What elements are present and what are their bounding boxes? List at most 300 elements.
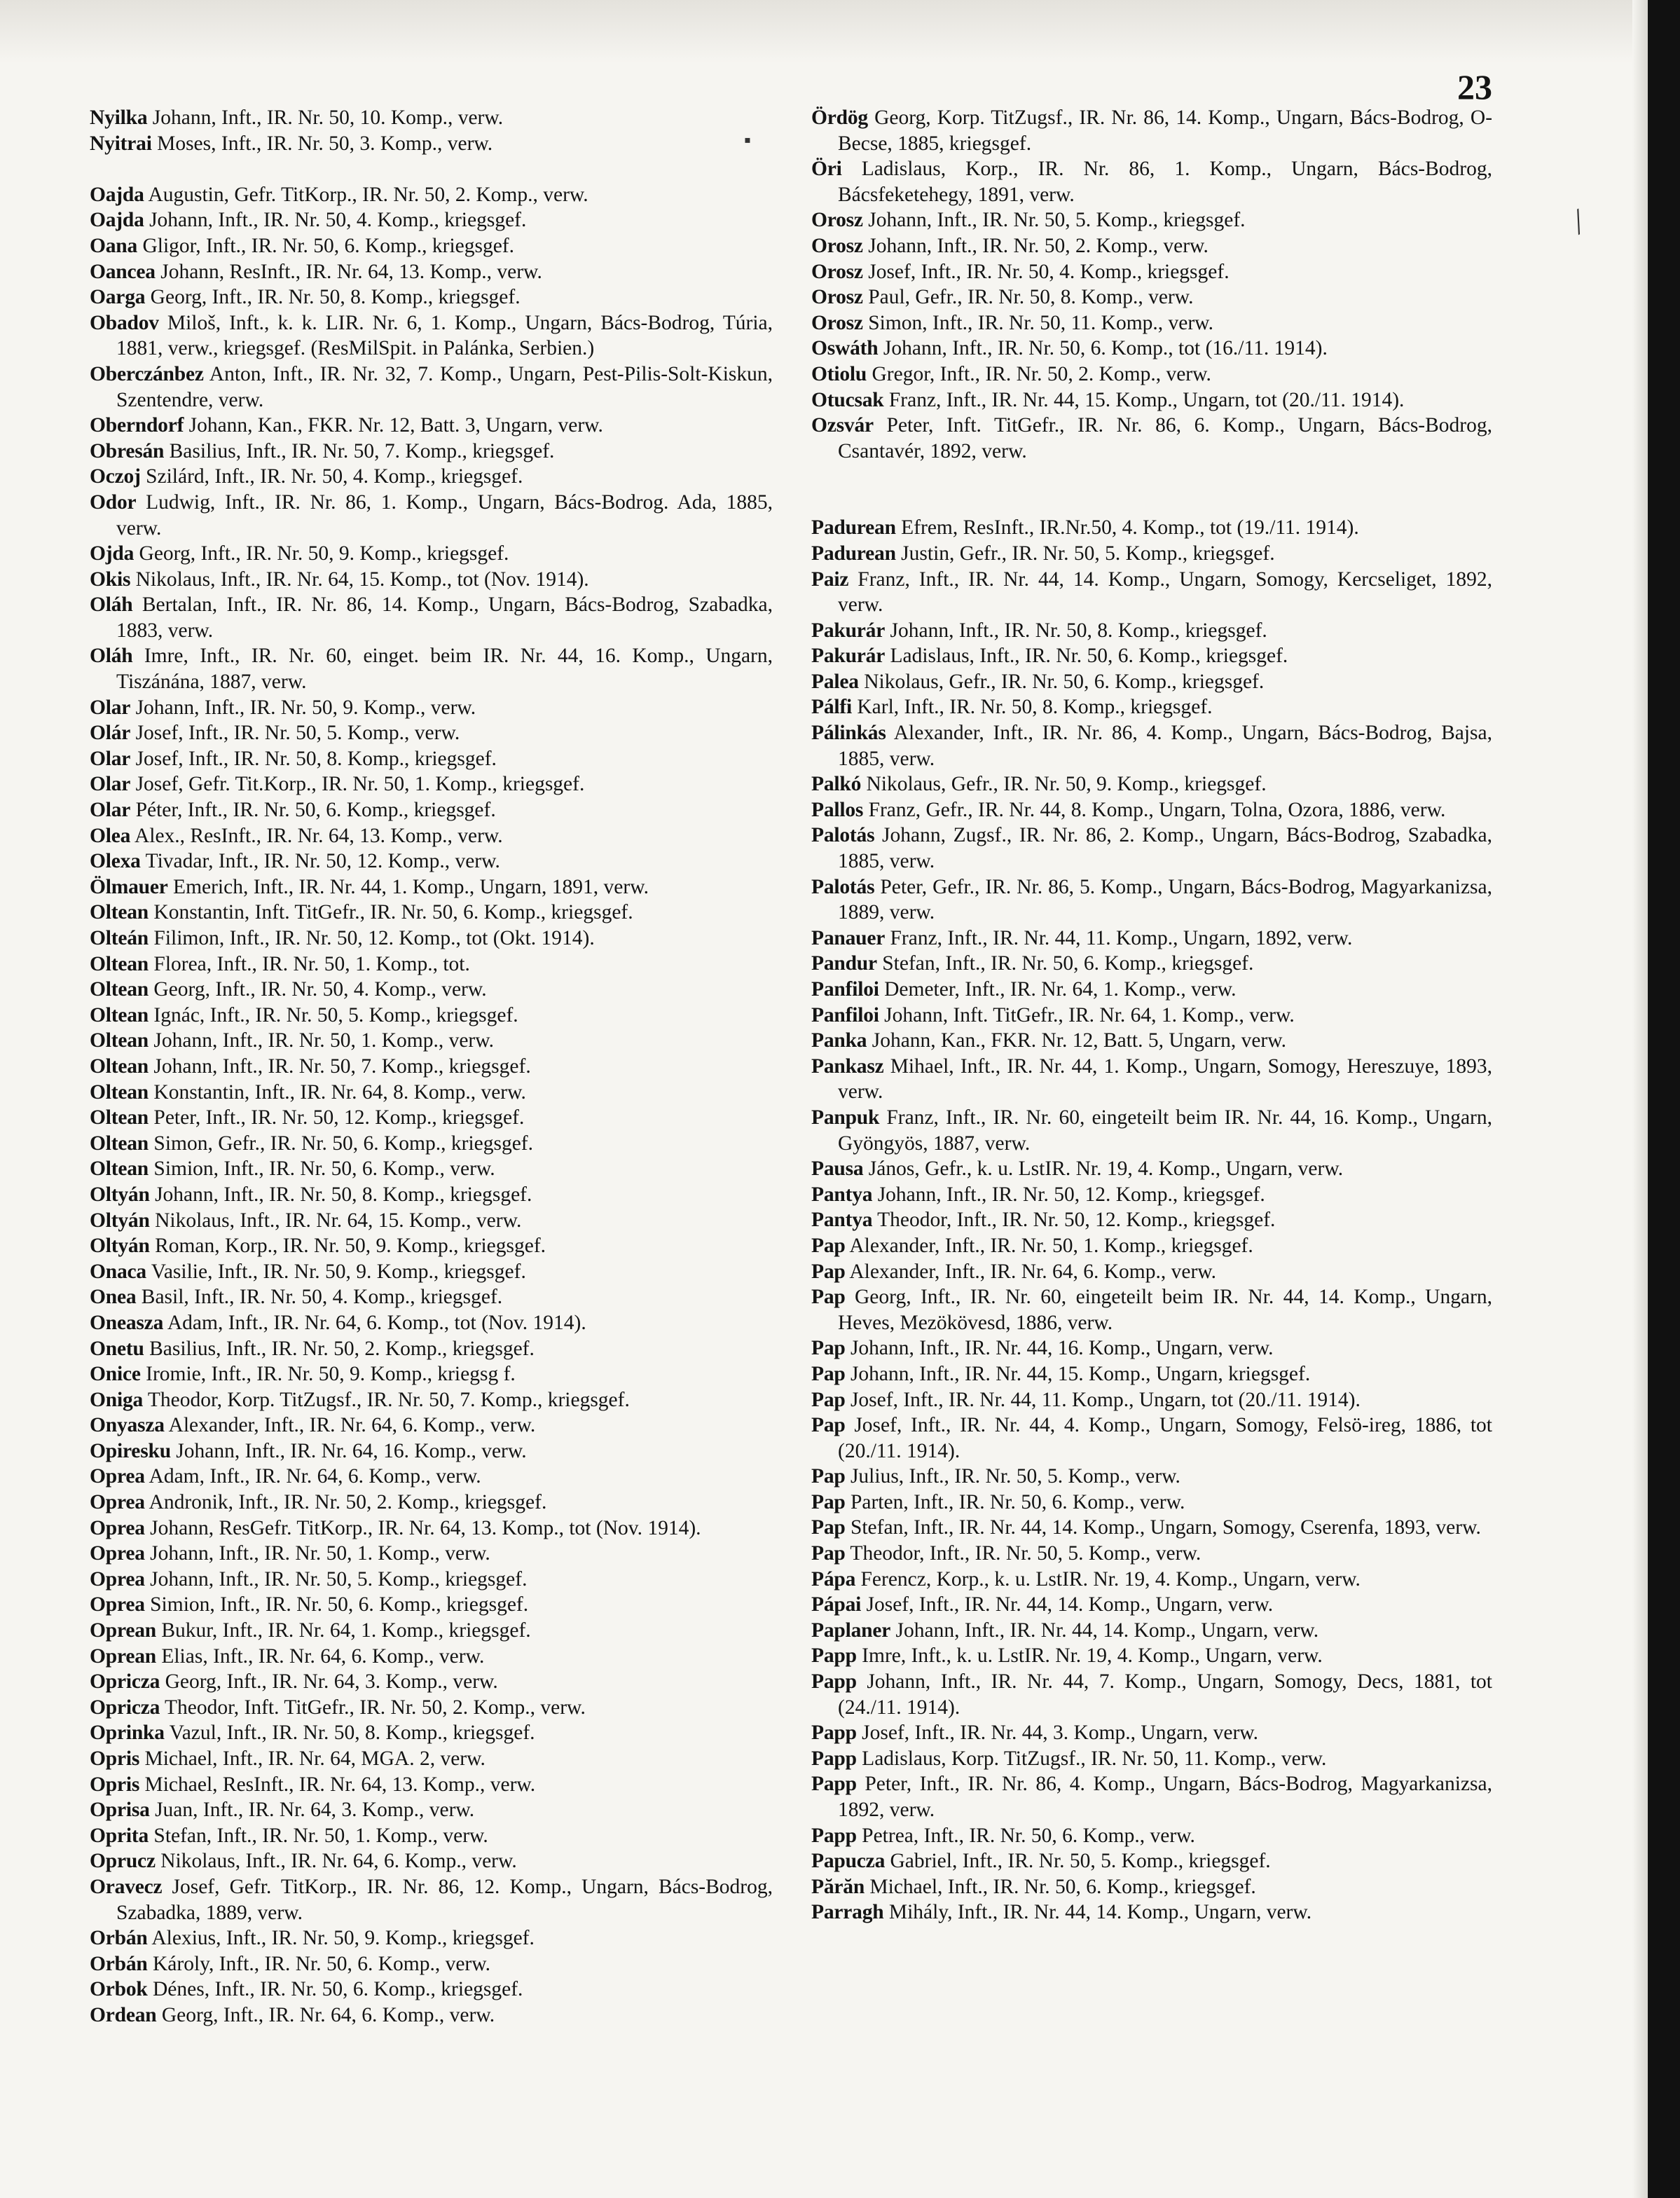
scan-stroke: ╱ [1568, 210, 1590, 235]
register-entry [811, 1413, 1492, 1464]
entry-details: Johann, Inft., IR. Nr. 50, 7. Komp., kriegsgef. [153, 1055, 531, 1078]
register-entry [90, 1874, 773, 1925]
entry-details: Johann, Inft. TitGefr., IR. Nr. 64, 1. Komp., verw. [884, 1003, 1295, 1026]
register-entry [90, 823, 773, 849]
entry-details: Peter, Gefr., IR. Nr. 86, 5. Komp., Ungarn, Bács-Bodrog, Magyarkanizsa, 1889, verw. [838, 875, 1493, 924]
entry-surname: Palea [811, 670, 859, 693]
entry-details: Basilius, Inft., IR. Nr. 50, 7. Komp., kriegsgef. [169, 439, 555, 462]
register-entry [811, 1746, 1492, 1772]
entry-details: Gabriel, Inft., IR. Nr. 50, 5. Komp., kriegsgef. [890, 1850, 1271, 1873]
entry-surname: Orosz [811, 286, 863, 309]
register-entry [90, 1720, 773, 1746]
register-entry [811, 1387, 1492, 1413]
entry-details: Josef, Gefr. TitKorp., IR. Nr. 86, 12. Komp., Ungarn, Bács-Bodrog, Szabadka, 1889, verw. [116, 1875, 773, 1924]
entry-surname: Opricza [90, 1670, 160, 1694]
entry-details: Johann, Zugsf., IR. Nr. 86, 2. Komp., Ungarn, Bács-Bodrog, Szabadka, 1885, verw. [838, 824, 1492, 873]
entry-surname: Pap [811, 1516, 846, 1539]
entry-details: Adam, Inft., IR. Nr. 64, 6. Komp., verw. [149, 1465, 481, 1488]
entry-surname: Oláh [90, 645, 133, 668]
entry-details: Georg, Inft., IR. Nr. 50, 8. Komp., kriegsgef. [150, 286, 521, 309]
register-entry [90, 2003, 773, 2028]
register-entry [811, 1028, 1492, 1054]
register-entry [90, 310, 773, 362]
entry-surname: Opricza [90, 1696, 160, 1719]
register-entry [811, 567, 1492, 618]
entry-surname: Papucza [811, 1850, 886, 1873]
entry-details: Juan, Inft., IR. Nr. 64, 3. Komp., verw. [155, 1799, 475, 1822]
entry-surname: Oltean [90, 1158, 149, 1181]
register-entry [811, 207, 1492, 233]
entry-surname: Oprea [90, 1491, 145, 1514]
register-entry [90, 1310, 773, 1336]
entry-surname: Pantya [811, 1209, 873, 1232]
register-entry [90, 1695, 773, 1721]
entry-details: Johann, Inft., IR. Nr. 50, 4. Komp., kriegsgef. [149, 209, 527, 232]
register-entry [811, 1207, 1492, 1233]
entry-surname: Padurean [811, 516, 896, 540]
entry-surname: Onea [90, 1286, 137, 1309]
entry-surname: Obadov [90, 311, 159, 334]
entry-surname: Pap [811, 1260, 846, 1283]
entry-surname: Pap [811, 1490, 846, 1513]
register-entry [90, 1131, 773, 1157]
entry-surname: Orbán [90, 1952, 148, 1975]
section-gap [90, 156, 773, 182]
entry-surname: Oltean [90, 1003, 149, 1026]
register-entry [811, 1643, 1492, 1669]
register-entry [811, 1771, 1492, 1822]
entry-details: Elias, Inft., IR. Nr. 64, 6. Komp., verw. [161, 1644, 485, 1668]
entry-surname: Olar [90, 747, 131, 770]
entry-surname: Oltyán [90, 1235, 150, 1258]
entry-surname: Pantya [811, 1183, 873, 1206]
entry-surname: Orbán [90, 1927, 148, 1950]
entry-surname: Papp [811, 1824, 857, 1847]
entry-surname: Pápai [811, 1593, 862, 1616]
register-entry [90, 1361, 773, 1387]
entry-surname: Oana [90, 234, 138, 257]
entry-surname: Opris [90, 1773, 140, 1796]
entry-details: Michael, ResInft., IR. Nr. 64, 13. Komp., verw. [144, 1773, 536, 1796]
entry-surname: Oajda [90, 209, 144, 232]
register-entry [90, 1208, 773, 1234]
entry-details: Iromie, Inft., IR. Nr. 50, 9. Komp., kriegsg f. [146, 1363, 516, 1386]
entry-surname: Odor [90, 490, 137, 514]
register-entry [90, 1156, 773, 1182]
entry-surname: Papp [811, 1670, 857, 1694]
register-entry [90, 1823, 773, 1849]
entry-surname: Parragh [811, 1901, 884, 1924]
entry-details: Johann, Inft., IR. Nr. 50, 10. Komp., verw. [152, 107, 504, 129]
entry-surname: Paiz [811, 568, 849, 591]
entry-surname: Pap [811, 1388, 846, 1411]
entry-surname: Nyilka [90, 107, 148, 129]
entry-details: Anton, Inft., IR. Nr. 32, 7. Komp., Ungarn, Pest-Pilis-Solt-Kiskun, Szentendre, verw. [116, 362, 773, 411]
register-entry [811, 1848, 1492, 1874]
register-entry [811, 771, 1492, 797]
entry-details: Parten, Inft., IR. Nr. 50, 6. Komp., verw. [850, 1490, 1185, 1513]
register-entry [90, 1848, 773, 1874]
register-entry [90, 131, 773, 157]
entry-details: Moses, Inft., IR. Nr. 50, 3. Komp., verw. [157, 132, 493, 155]
entry-details: Johann, Inft., IR. Nr. 50, 9. Komp., verw. [135, 696, 476, 719]
entry-surname: Papp [811, 1644, 857, 1668]
scan-speck: ▪ [744, 130, 751, 151]
entry-details: Peter, Inft. TitGefr., IR. Nr. 86, 6. Komp., Ungarn, Bács-Bodrog, Csantavér, 1892, verw. [838, 414, 1492, 462]
entry-surname: Panka [811, 1029, 867, 1052]
entry-surname: Oprucz [90, 1850, 156, 1873]
register-entry [811, 336, 1492, 362]
entry-surname: Oprinka [90, 1722, 165, 1745]
register-entry [811, 1567, 1492, 1593]
register-entry [811, 310, 1492, 336]
register-entry [90, 746, 773, 772]
entry-surname: Palotás [811, 824, 875, 847]
entry-surname: Öri [811, 158, 842, 181]
entry-details: Johann, Inft., IR. Nr. 50, 2. Komp., verw. [868, 234, 1209, 257]
register-entry [90, 1977, 773, 2003]
entry-details: Ladislaus, Korp. TitZugsf., IR. Nr. 50, 11. Komp., verw. [862, 1747, 1327, 1770]
entry-details: Karl, Inft., IR. Nr. 50, 8. Komp., kriegsgef. [857, 696, 1213, 719]
register-entry [90, 541, 773, 567]
register-entry [811, 1874, 1492, 1900]
entry-surname: Orosz [811, 260, 863, 283]
register-entry [811, 1592, 1492, 1618]
entry-details: Adam, Inft., IR. Nr. 64, 6. Komp., tot (Nov. 1914). [167, 1311, 586, 1334]
left-column [90, 105, 773, 2028]
entry-surname: Oltean [90, 901, 149, 924]
entry-details: Nikolaus, Inft., IR. Nr. 64, 6. Komp., verw. [160, 1850, 517, 1873]
register-entry [90, 874, 773, 900]
entry-surname: Pap [811, 1414, 846, 1437]
register-entry [811, 1515, 1492, 1541]
entry-surname: Orosz [811, 311, 863, 334]
entry-details: Georg, Korp. TitZugsf., IR. Nr. 86, 14. Komp., Ungarn, Bács-Bodrog, O-Becse, 1885, kriegsgef. [838, 107, 1493, 155]
entry-details: Johann, Inft., IR. Nr. 50, 8. Komp., kriegsgef. [890, 619, 1267, 642]
register-entry [90, 1080, 773, 1106]
entry-details: Ladislaus, Inft., IR. Nr. 50, 6. Komp., kriegsgef. [890, 645, 1288, 668]
register-entry [811, 1003, 1492, 1029]
entry-surname: Pap [811, 1362, 846, 1385]
entry-details: Georg, Inft., IR. Nr. 64, 6. Komp., verw. [161, 2003, 495, 2026]
register-entry [90, 1028, 773, 1054]
entry-details: Konstantin, Inft. TitGefr., IR. Nr. 50, 6. Komp., kriegsgef. [153, 901, 633, 924]
register-entry [811, 977, 1492, 1003]
entry-details: Josef, Inft., IR. Nr. 50, 8. Komp., kriegsgef. [135, 747, 497, 770]
entry-surname: Oprea [90, 1567, 145, 1591]
entry-details: Josef, Inft., IR. Nr. 50, 4. Komp., kriegsgef. [868, 260, 1230, 283]
entry-surname: Oczoj [90, 465, 141, 488]
entry-surname: Opris [90, 1747, 140, 1770]
register-entry [90, 592, 773, 643]
entry-surname: Oltean [90, 1029, 149, 1052]
register-entry [811, 1054, 1492, 1105]
register-entry [811, 1182, 1492, 1208]
register-entry [811, 233, 1492, 259]
register-entry [811, 694, 1492, 720]
register-entry [90, 1644, 773, 1670]
entry-details: Demeter, Inft., IR. Nr. 64, 1. Komp., verw. [884, 978, 1237, 1001]
entry-details: Johann, Inft., IR. Nr. 44, 14. Komp., Ungarn, verw. [895, 1619, 1319, 1642]
register-entry [811, 515, 1492, 541]
register-entry [811, 1464, 1492, 1490]
scan-black-border [1648, 0, 1680, 2198]
register-entry [811, 1669, 1492, 1720]
entry-surname: Oltean [90, 1106, 149, 1129]
register-entry [90, 1618, 773, 1644]
entry-surname: Pap [811, 1286, 846, 1309]
register-entry [90, 1490, 773, 1516]
entry-details: Augustin, Gefr. TitKorp., IR. Nr. 50, 2. Komp., verw. [148, 183, 588, 206]
entry-details: Johann, ResGefr. TitKorp., IR. Nr. 64, 13. Komp., tot (Nov. 1914). [150, 1516, 701, 1539]
entry-surname: Ozsvár [811, 414, 874, 437]
entry-surname: Olexa [90, 850, 141, 873]
entry-surname: Papp [811, 1747, 857, 1770]
entry-details: Justin, Gefr., IR. Nr. 50, 5. Komp., kriegsgef. [901, 542, 1275, 565]
entry-details: Georg, Inft., IR. Nr. 50, 4. Komp., verw. [153, 978, 487, 1001]
register-entry [811, 362, 1492, 387]
entry-details: Johann, Inft., IR. Nr. 50, 8. Komp., kriegsgef. [155, 1183, 532, 1206]
scan-binding-shadow [1632, 0, 1648, 2198]
entry-surname: Oancea [90, 260, 156, 283]
entry-surname: Pálfi [811, 696, 852, 719]
entry-surname: Oprita [90, 1824, 149, 1847]
entry-surname: Pakurár [811, 619, 886, 642]
entry-details: János, Gefr., k. u. LstIR. Nr. 19, 4. Komp., Ungarn, verw. [868, 1158, 1344, 1181]
entry-details: Alexander, Inft., IR. Nr. 86, 4. Komp., Ungarn, Bács-Bodrog, Bajsa, 1885, verw. [838, 722, 1493, 770]
register-entry [811, 105, 1492, 156]
register-entry [90, 105, 773, 131]
entry-surname: Palkó [811, 773, 862, 796]
entry-surname: Nyitrai [90, 132, 152, 155]
register-entry [90, 1387, 773, 1413]
entry-details: Johann, Inft., IR. Nr. 44, 15. Komp., Ungarn, kriegsgef. [850, 1362, 1311, 1385]
entry-surname: Oberndorf [90, 414, 184, 437]
entry-details: Gligor, Inft., IR. Nr. 50, 6. Komp., kriegsgef. [142, 234, 515, 257]
entry-details: Theodor, Korp. TitZugsf., IR. Nr. 50, 7. Komp., kriegsgef. [147, 1388, 630, 1411]
entry-details: Michael, Inft., IR. Nr. 64, MGA. 2, verw. [144, 1747, 486, 1770]
register-entry [811, 284, 1492, 310]
register-entry [811, 643, 1492, 669]
register-entry [811, 797, 1492, 823]
register-entry [811, 669, 1492, 695]
entry-details: Andronik, Inft., IR. Nr. 50, 2. Komp., kriegsgef. [149, 1491, 547, 1514]
entry-details: Johann, Inft., IR. Nr. 50, 1. Komp., verw. [150, 1542, 490, 1565]
entry-details: Johann, Inft., IR. Nr. 50, 5. Komp., kriegsgef. [150, 1567, 528, 1591]
entry-details: Michael, Inft., IR. Nr. 50, 6. Komp., kriegsgef. [869, 1875, 1256, 1898]
entry-details: Emerich, Inft., IR. Nr. 44, 1. Komp., Ungarn, 1891, verw. [173, 875, 649, 898]
register-entry [811, 259, 1492, 285]
entry-details: Theodor, Inft., IR. Nr. 50, 12. Komp., kriegsgef. [877, 1209, 1276, 1232]
entry-surname: Oajda [90, 183, 144, 206]
entry-surname: Oprea [90, 1593, 145, 1616]
entry-surname: Panpuk [811, 1106, 880, 1129]
section-gap [811, 464, 1492, 515]
register-entry [90, 490, 773, 541]
register-entry [90, 1233, 773, 1259]
register-entry [90, 926, 773, 952]
right-column [811, 105, 1492, 1925]
entry-details: Peter, Inft., IR. Nr. 50, 12. Komp., kriegsgef. [153, 1106, 525, 1129]
register-entry [90, 1105, 773, 1131]
entry-details: Nikolaus, Inft., IR. Nr. 64, 15. Komp., verw. [155, 1209, 522, 1232]
entry-surname: Olar [90, 799, 131, 822]
entry-surname: Oneasza [90, 1311, 164, 1334]
entry-details: Paul, Gefr., IR. Nr. 50, 8. Komp., verw. [868, 286, 1194, 309]
register-entry [811, 1541, 1492, 1567]
entry-surname: Oprea [90, 1542, 145, 1565]
register-entry [811, 1335, 1492, 1361]
entry-surname: Oprean [90, 1644, 156, 1668]
entry-surname: Panfiloi [811, 978, 879, 1001]
register-entry [811, 1105, 1492, 1156]
entry-surname: Orbok [90, 1978, 148, 2001]
register-entry [811, 1284, 1492, 1335]
entry-details: Basil, Inft., IR. Nr. 50, 4. Komp., kriegsgef. [141, 1286, 503, 1309]
entry-details: Josef, Inft., IR. Nr. 50, 5. Komp., verw. [135, 722, 460, 745]
register-entry [90, 1797, 773, 1823]
register-entry [811, 387, 1492, 413]
entry-surname: Otucsak [811, 388, 884, 411]
entry-details: Johann, Inft., IR. Nr. 50, 6. Komp., tot (16./11. 1914). [883, 337, 1328, 360]
entry-surname: Ölmauer [90, 875, 168, 898]
register-entry [811, 541, 1492, 567]
entry-details: Johann, Kan., FKR. Nr. 12, Batt. 5, Ungarn, verw. [872, 1029, 1287, 1052]
entry-surname: Oltean [90, 1080, 149, 1104]
entry-details: Alex., ResInft., IR. Nr. 64, 13. Komp., verw. [134, 824, 503, 847]
entry-details: Georg, Inft., IR. Nr. 50, 9. Komp., kriegsgef. [139, 542, 509, 565]
entry-details: Roman, Korp., IR. Nr. 50, 9. Komp., kriegsgef. [155, 1235, 546, 1258]
entry-surname: Opiresku [90, 1439, 171, 1462]
register-entry [90, 1336, 773, 1362]
scan-top-edge [0, 0, 1648, 63]
entry-details: Stefan, Inft., IR. Nr. 44, 14. Komp., Ungarn, Somogy, Cserenfa, 1893, verw. [850, 1516, 1481, 1539]
register-entry [90, 1951, 773, 1977]
entry-surname: Pallos [811, 798, 864, 821]
register-entry [811, 720, 1492, 771]
entry-details: Mihael, Inft., IR. Nr. 44, 1. Komp., Ungarn, Somogy, Hereszuye, 1893, verw. [838, 1055, 1492, 1104]
register-entry [811, 1618, 1492, 1644]
entry-details: Franz, Gefr., IR. Nr. 44, 8. Komp., Ungarn, Tolna, Ozora, 1886, verw. [868, 798, 1446, 821]
entry-details: Konstantin, Inft., IR. Nr. 64, 8. Komp., verw. [153, 1080, 526, 1104]
entry-surname: Onetu [90, 1337, 144, 1360]
entry-details: Josef, Inft., IR. Nr. 44, 3. Komp., Ungarn, verw. [862, 1722, 1259, 1745]
entry-surname: Paplaner [811, 1619, 891, 1642]
entry-details: Josef, Gefr. Tit.Korp., IR. Nr. 50, 1. Komp., kriegsgef. [135, 773, 585, 796]
entry-details: Georg, Inft., IR. Nr. 60, eingeteilt beim IR. Nr. 44, 14. Komp., Ungarn, Heves, Mezökövesd, 1886, verw. [838, 1286, 1493, 1334]
entry-surname: Oprea [90, 1516, 145, 1539]
register-entry [90, 439, 773, 465]
entry-surname: Pandur [811, 952, 877, 975]
entry-surname: Pálinkás [811, 722, 886, 745]
entry-details: Johann, Inft., IR. Nr. 50, 12. Komp., kriegsgef. [877, 1183, 1265, 1206]
entry-surname: Olar [90, 773, 131, 796]
register-entry [90, 643, 773, 694]
entry-surname: Oltyán [90, 1183, 150, 1206]
register-entry [90, 1925, 773, 1951]
register-entry [90, 695, 773, 721]
entry-surname: Okis [90, 568, 131, 591]
register-entry [90, 1182, 773, 1208]
register-entry [811, 1233, 1492, 1259]
entry-surname: Papp [811, 1722, 857, 1745]
entry-surname: Pausa [811, 1158, 864, 1181]
entry-details: Josef, Inft., IR. Nr. 44, 4. Komp., Ungarn, Somogy, Felsö-ireg, 1886, tot (20./11. 1914). [838, 1414, 1493, 1462]
entry-surname: Pap [811, 1542, 846, 1565]
entry-surname: Obresán [90, 439, 165, 462]
entry-details: Dénes, Inft., IR. Nr. 50, 6. Komp., kriegsgef. [152, 1978, 523, 2001]
entry-details: Alexius, Inft., IR. Nr. 50, 9. Komp., kriegsgef. [151, 1927, 535, 1950]
entry-surname: Oniga [90, 1388, 144, 1411]
entry-details: Petrea, Inft., IR. Nr. 50, 6. Komp., verw. [862, 1824, 1195, 1847]
entry-details: Mihály, Inft., IR. Nr. 44, 14. Komp., Ungarn, verw. [888, 1901, 1312, 1924]
entry-surname: Oltean [90, 1132, 149, 1155]
register-entry [811, 1156, 1492, 1182]
entry-surname: Pap [811, 1234, 846, 1257]
entry-details: Josef, Inft., IR. Nr. 44, 14. Komp., Ungarn, verw. [866, 1593, 1274, 1616]
entry-surname: Oláh [90, 593, 133, 617]
entry-details: Ludwig, Inft., IR. Nr. 86, 1. Komp., Ungarn, Bács-Bodrog. Ada, 1885, verw. [116, 490, 773, 540]
entry-details: Julius, Inft., IR. Nr. 50, 5. Komp., verw. [850, 1465, 1180, 1488]
register-entry [90, 284, 773, 310]
entry-details: Nikolaus, Inft., IR. Nr. 64, 15. Komp., tot (Nov. 1914). [135, 568, 589, 591]
entry-surname: Oprean [90, 1619, 156, 1642]
entry-surname: Olár [90, 722, 131, 745]
entry-surname: Oberczánbez [90, 362, 204, 385]
register-entry [90, 849, 773, 874]
register-entry [811, 1900, 1492, 1925]
entry-surname: Padurean [811, 542, 896, 565]
entry-surname: Olea [90, 824, 131, 847]
entry-surname: Onice [90, 1363, 141, 1386]
entry-details: Tivadar, Inft., IR. Nr. 50, 12. Komp., verw. [145, 850, 500, 873]
register-entry [811, 951, 1492, 977]
entry-details: Vasilie, Inft., IR. Nr. 50, 9. Komp., kriegsgef. [151, 1260, 526, 1283]
register-entry [90, 797, 773, 823]
register-entry [90, 1464, 773, 1490]
entry-details: Bertalan, Inft., IR. Nr. 86, 14. Komp., Ungarn, Bács-Bodrog, Szabadka, 1883, verw. [116, 593, 773, 642]
entry-details: Basilius, Inft., IR. Nr. 50, 2. Komp., kriegsgef. [149, 1337, 535, 1360]
entry-surname: Pankasz [811, 1055, 884, 1078]
register-entry [90, 1259, 773, 1285]
entry-surname: Oltean [90, 952, 149, 975]
entry-details: Johann, Inft., IR. Nr. 50, 1. Komp., verw. [153, 1029, 495, 1052]
register-entry [90, 259, 773, 285]
register-entry [90, 233, 773, 259]
entry-surname: Panauer [811, 926, 886, 949]
entry-details: Johann, Inft., IR. Nr. 44, 16. Komp., Ungarn, verw. [850, 1337, 1274, 1360]
register-entry [90, 182, 773, 208]
register-entry [811, 1490, 1492, 1516]
register-entry [90, 977, 773, 1003]
entry-details: Nikolaus, Gefr., IR. Nr. 50, 6. Komp., kriegsgef. [864, 670, 1265, 693]
entry-surname: Palotás [811, 875, 875, 898]
entry-details: Alexander, Inft., IR. Nr. 64, 6. Komp., verw. [849, 1260, 1217, 1283]
register-entry [90, 720, 773, 746]
entry-details: Peter, Inft., IR. Nr. 86, 4. Komp., Ungarn, Bács-Bodrog, Magyarkanizsa, 1892, verw. [838, 1773, 1493, 1821]
register-entry [90, 1669, 773, 1695]
entry-details: Miloš, Inft., k. k. LIR. Nr. 6, 1. Komp., Ungarn, Bács-Bodrog, Túria, 1881, verw., kriegsgef. (ResMilSpit. in Palánka, Serbien.) [116, 311, 773, 360]
entry-surname: Oprea [90, 1465, 145, 1488]
entry-details: Nikolaus, Gefr., IR. Nr. 50, 9. Komp., kriegsgef. [866, 773, 1267, 796]
register-entry [90, 207, 773, 233]
entry-details: Theodor, Inft., IR. Nr. 50, 5. Komp., verw. [850, 1542, 1202, 1565]
entry-surname: Oltyán [90, 1209, 150, 1232]
entry-surname: Orosz [811, 209, 863, 232]
register-entry [811, 1361, 1492, 1387]
entry-details: Filimon, Inft., IR. Nr. 50, 12. Komp., tot (Okt. 1914). [153, 927, 595, 949]
entry-details: Josef, Inft., IR. Nr. 44, 11. Komp., Ungarn, tot (20./11. 1914). [850, 1388, 1361, 1411]
